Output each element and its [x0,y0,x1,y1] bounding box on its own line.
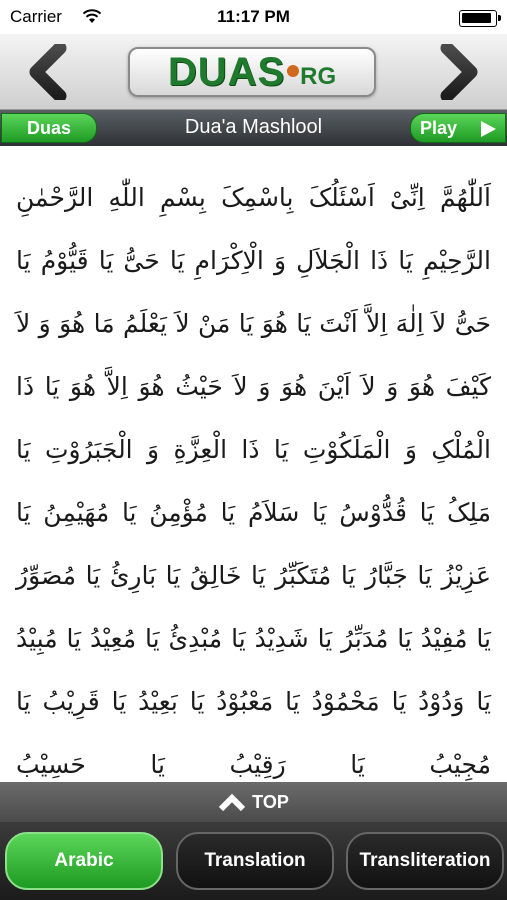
tab-transliteration[interactable]: Transliteration [346,832,504,890]
scroll-top-button[interactable] [0,782,507,822]
carrier-label: Carrier [10,7,62,26]
status-bar [0,0,507,34]
logo-text: DUAS [167,49,286,94]
battery-icon [459,10,497,27]
tab-translation[interactable]: Translation [176,832,334,890]
app-header [0,34,507,110]
play-icon [479,120,497,138]
sub-header [0,110,507,146]
left-arrow-icon[interactable] [18,44,78,100]
battery-level [462,13,491,23]
bottom-tab-bar [0,822,507,900]
play-label: Play [420,117,458,138]
logo-suffix: RG [300,63,337,90]
right-arrow-icon[interactable] [429,44,489,100]
arabic-text: اَللّٰهُمَّ اِنِّیْ اَسْئَلُکَ بِاسْمِکَ بِسْمِ اللّٰهِ الرَّحْمٰنِ الرَّحِیْمِ یَا ذَا الْجَلاَلِ وَ الْاِکْرَامِ یَا حَیُّ یَا قَیُّوْمُ یَا حَیُّ لاَ اِلٰهَ اِلاَّ اَنْتَ یَا هُوَ یَا مَنْ لاَ یَعْلَمُ مَا هُوَ وَ لاَ کَیْفَ هُوَ وَ لاَ اَیْنَ هُوَ وَ لاَ حَیْثُ هُوَ اِلاَّ هُوَ یَا ذَا الْمُلْکِ وَ الْمَلَکُوْتِ یَا ذَا الْعِزَّةِ وَ الْجَبَرُوْتِ یَا مَلِکُ یَا قُدُّوْسُ یَا سَلاَمُ یَا مُؤْمِنُ یَا مُهَیْمِنُ یَا عَزِیْزُ یَا جَبَّارُ یَا مُتَکَبِّرُ یَا خَالِقُ یَا بَارِئُ یَا مُصَوِّرُ یَا مُفِیْدُ یَا مُدَبِّرُ یَا شَدِیْدُ یَا مُبْدِئُ یَا مُعِیْدُ یَا مُبِیْدُ یَا وَدُوْدُ یَا مَحْمُوْدُ یَا مَعْبُوْدُ یَا بَعِیْدُ یَا قَرِیْبُ یَا مُجِیْبُ یَا رَقِیْبُ یَا حَسِیْبُ [16,183,491,779]
logo-globe-icon [287,65,299,77]
chevron-up-icon [218,792,246,812]
duas-back-button[interactable]: Duas [1,113,97,143]
clock: 11:17 PM [217,7,290,26]
duas-logo [128,47,376,97]
dua-title: Dua'a Mashlool [184,116,323,138]
dua-content[interactable] [0,146,507,782]
tab-arabic[interactable]: Arabic [5,832,163,890]
play-button[interactable] [410,113,506,143]
top-label: TOP [252,791,289,812]
